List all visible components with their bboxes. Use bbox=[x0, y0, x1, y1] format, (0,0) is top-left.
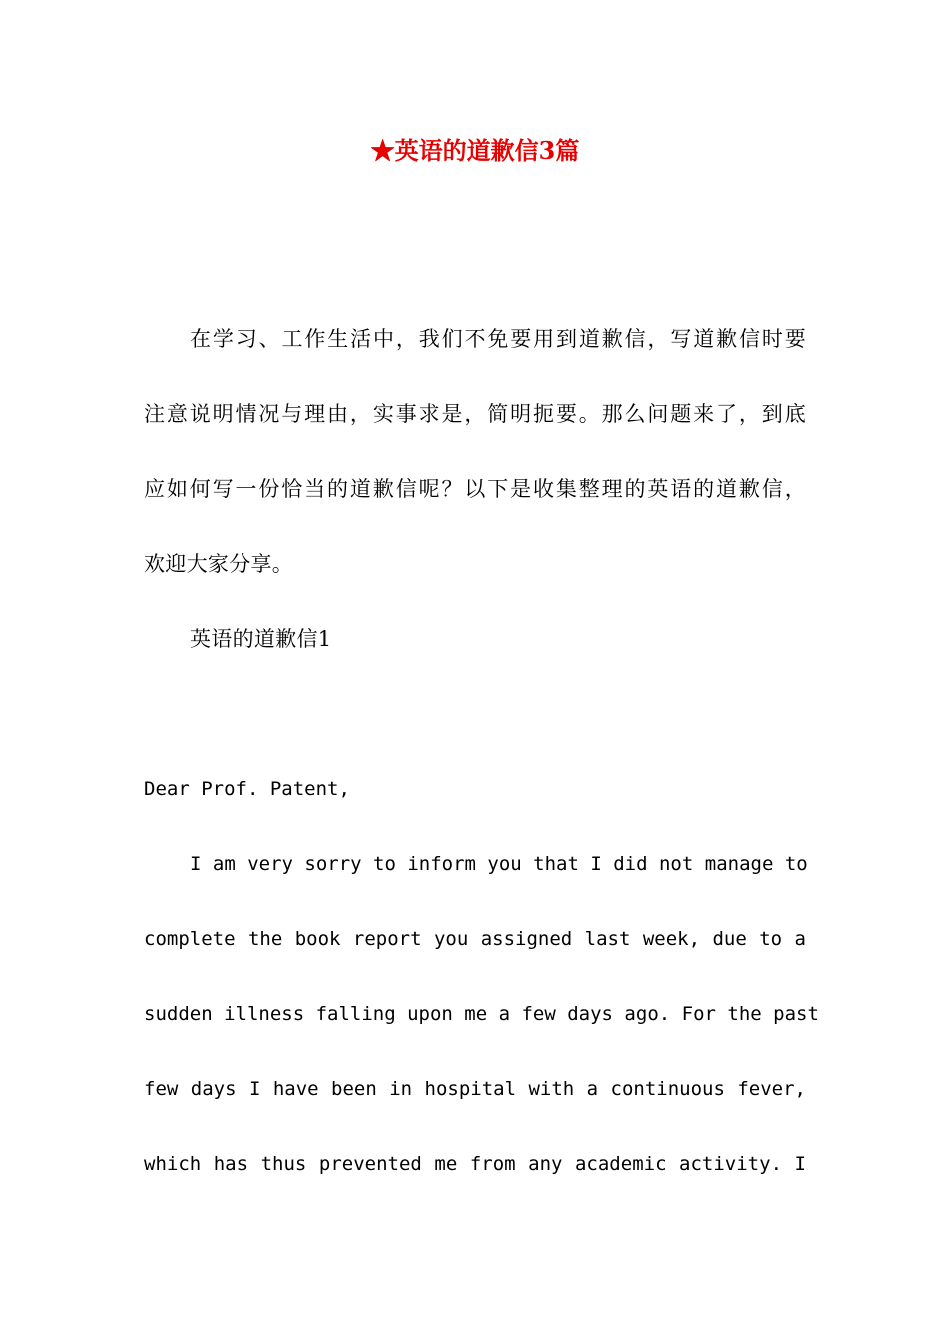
intro-line-4: 欢迎大家分享。 bbox=[144, 552, 294, 576]
letter-line-4: few days I have been in hospital with a continuous fever, bbox=[144, 1078, 806, 1100]
letter-line-5: which has thus prevented me from any academic activity. I bbox=[144, 1153, 806, 1175]
document-title: ★英语的道歉信3篇 bbox=[370, 136, 580, 165]
section-heading: 英语的道歉信1 bbox=[190, 627, 332, 651]
intro-line-1: 在学习、工作生活中，我们不免要用到道歉信，写道歉信时要 bbox=[190, 327, 806, 351]
letter-line-3: sudden illness falling upon me a few days ago. For the past bbox=[144, 1003, 819, 1025]
intro-line-2: 注意说明情况与理由，实事求是，简明扼要。那么问题来了，到底 bbox=[144, 402, 806, 426]
letter-salutation: Dear Prof. Patent, bbox=[144, 778, 350, 800]
intro-line-3: 应如何写一份恰当的道歉信呢？以下是收集整理的英语的道歉信， bbox=[144, 477, 806, 501]
letter-line-1: I am very sorry to inform you that I did not manage to bbox=[190, 853, 808, 875]
letter-line-2: complete the book report you assigned last week, due to a bbox=[144, 928, 806, 950]
